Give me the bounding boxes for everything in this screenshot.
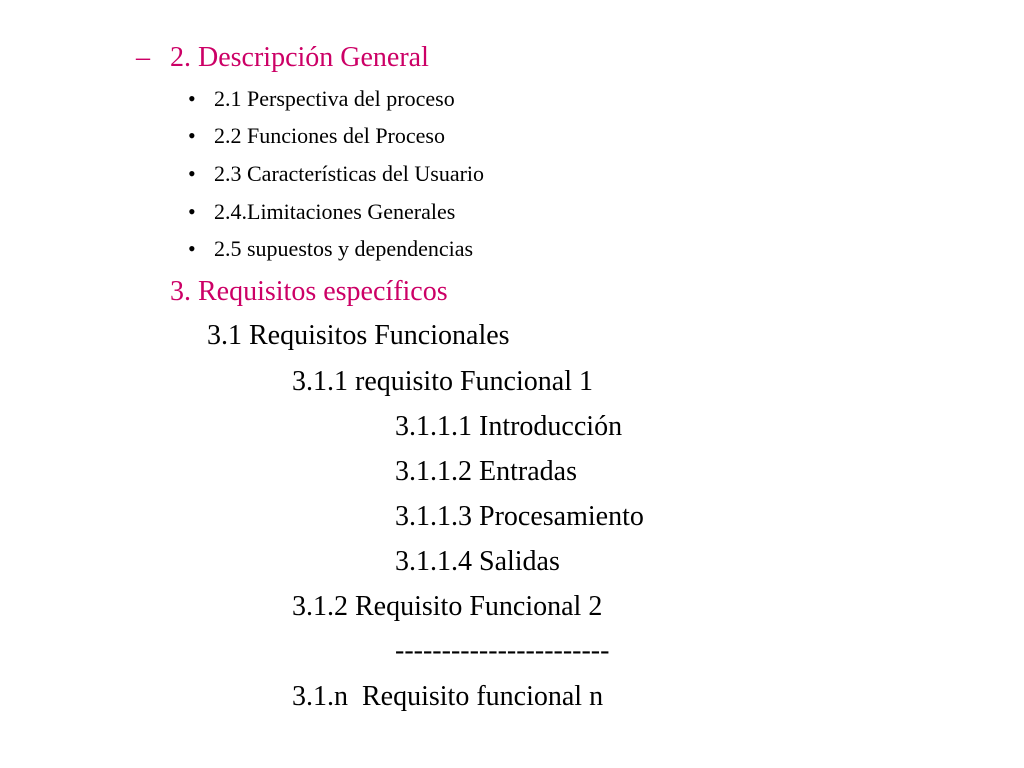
list-item: 2.3 Características del Usuario — [214, 161, 485, 186]
bullet-icon: • — [188, 161, 196, 186]
section-2-heading: 2. Descripción General — [170, 42, 429, 73]
requirement-heading: 3.1.2 Requisito Funcional 2 — [292, 591, 603, 622]
requirement-heading: 3.1.n Requisito funcional n — [292, 681, 604, 712]
requirement-item: 3.1.1.4 Salidas — [395, 546, 560, 577]
requirement-heading: 3.1.1 requisito Funcional 1 — [292, 366, 593, 397]
list-item: 2.1 Perspectiva del proceso — [214, 86, 455, 111]
bullet-icon: • — [188, 199, 196, 224]
separator-line: ----------------------- — [395, 635, 610, 666]
list-item: 2.4.Limitaciones Generales — [214, 199, 456, 224]
subsection-heading: 3.1 Requisitos Funcionales — [207, 320, 510, 351]
requirement-item: 3.1.1.1 Introducción — [395, 411, 623, 442]
section-3-heading: 3. Requisitos específicos — [170, 276, 448, 307]
requirement-item: 3.1.1.3 Procesamiento — [395, 501, 644, 532]
requirement-item: 3.1.1.2 Entradas — [395, 456, 577, 487]
bullet-icon: • — [188, 236, 196, 261]
dash-marker: – — [136, 42, 150, 73]
list-item: 2.5 supuestos y dependencias — [214, 236, 474, 261]
bullet-icon: • — [188, 86, 196, 111]
bullet-icon: • — [188, 123, 196, 148]
list-item: 2.2 Funciones del Proceso — [214, 123, 445, 148]
